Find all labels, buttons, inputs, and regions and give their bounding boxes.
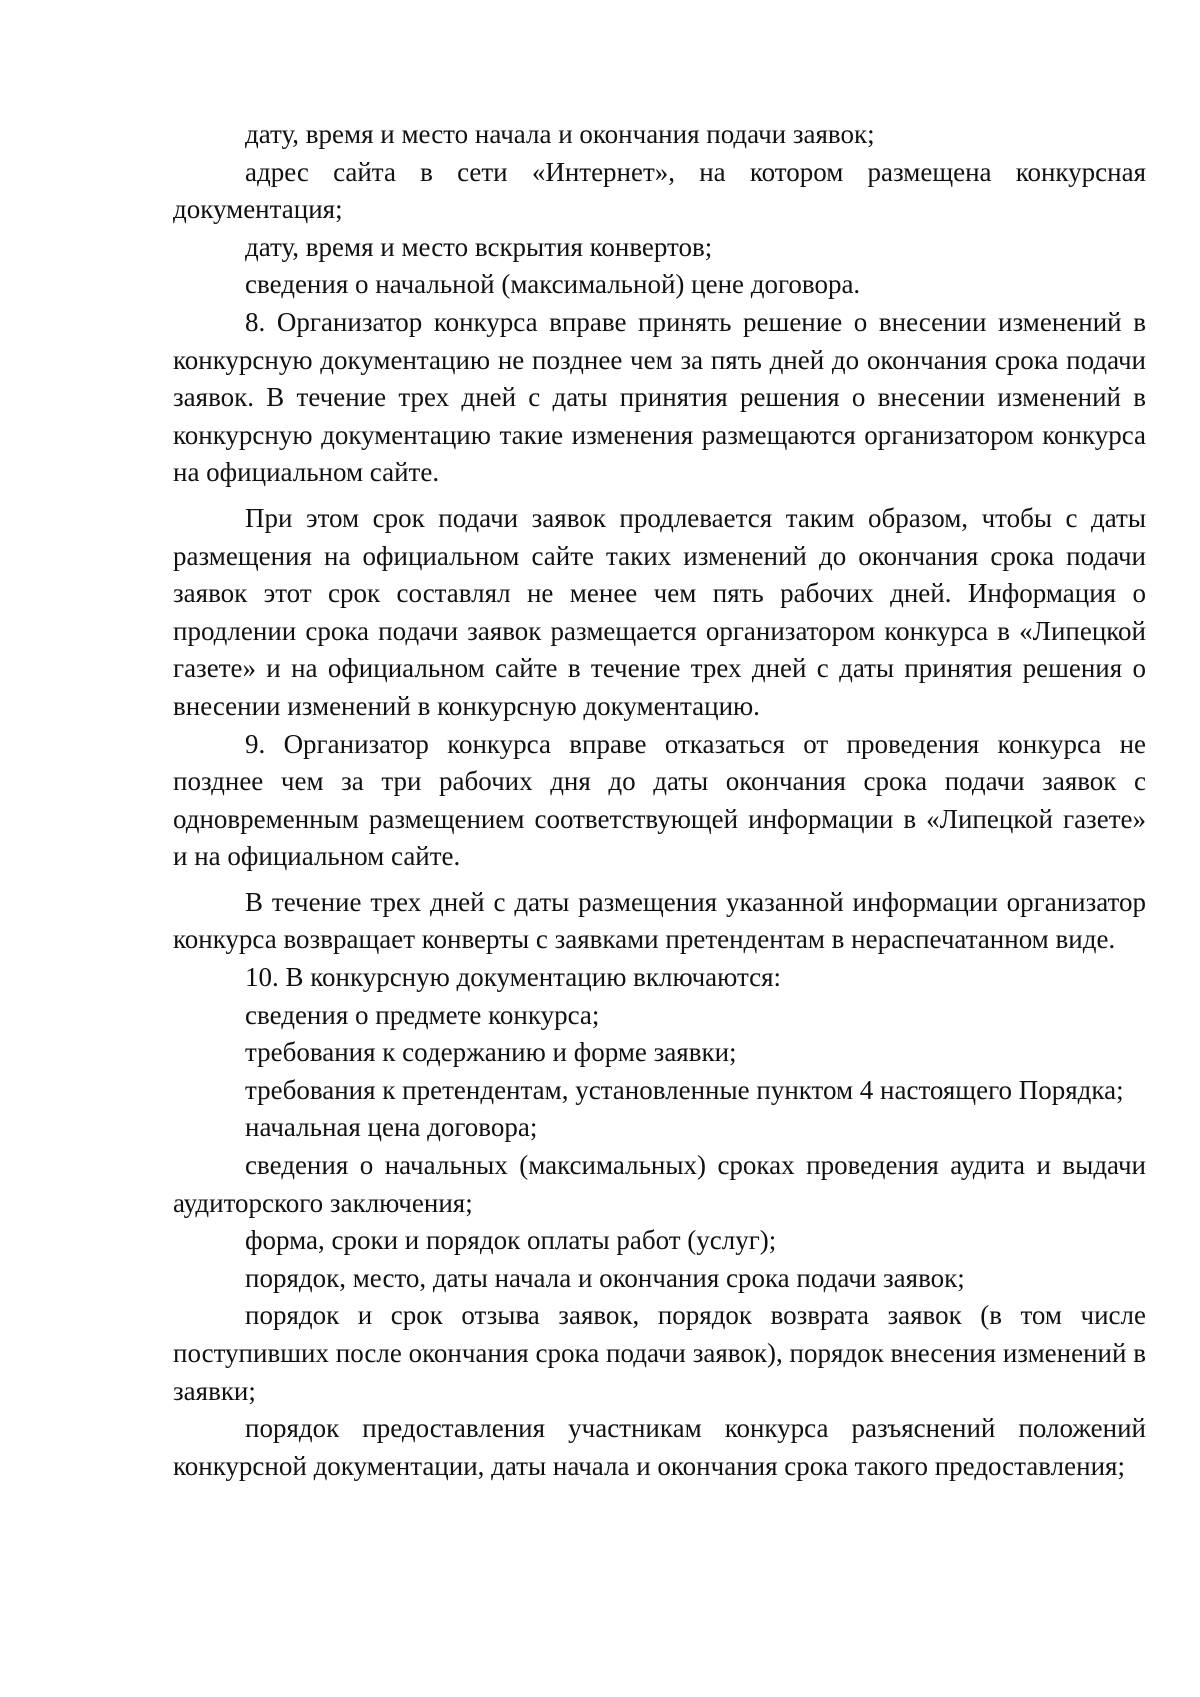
- paragraph-envelope-return: В течение трех дней с даты размещения указанной информации организатор конкурса возвращает конверты с заявками претендентам в нераспечатанном виде.: [173, 886, 1146, 955]
- list-item-audit-deadlines: сведения о начальных (максимальных) сроках проведения аудита и выдачи аудиторского заключения;: [173, 1150, 1146, 1218]
- list-item-withdrawal-procedure: порядок и срок отзыва заявок, порядок возврата заявок (в том числе поступивших после окончания срока подачи заявок), порядок внесения изменений в заявки;: [173, 1300, 1146, 1406]
- paragraph-item-8: 8. Организатор конкурса вправе принять решение о внесении изменений в конкурсную документацию не позднее чем за пять дней до окончания срока подачи заявок. В течение трех дней с даты принятия решения о внесении изменений в конкурсную документацию такие изменения размещаются организатором конкурса на официальном сайте.: [173, 306, 1146, 488]
- paragraph-envelope-opening: дату, время и место вскрытия конвертов;: [245, 231, 713, 262]
- list-item-clarification-procedure: порядок предоставления участникам конкурса разъяснений положений конкурсной документации, даты начала и окончания срока такого предоставления;: [173, 1413, 1146, 1481]
- list-item-initial-contract-price: начальная цена договора;: [245, 1112, 538, 1143]
- paragraph-initial-price: сведения о начальной (максимальной) цене договора.: [245, 269, 861, 300]
- list-item-payment-terms: форма, сроки и порядок оплаты работ (услуг);: [245, 1225, 777, 1256]
- paragraph-item-10: 10. В конкурсную документацию включаются:: [245, 962, 782, 993]
- list-item-subject: сведения о предмете конкурса;: [245, 999, 600, 1030]
- list-item-application-requirements: требования к содержанию и форме заявки;: [245, 1037, 737, 1068]
- document-page: [173, 116, 1146, 1485]
- paragraph-deadline-extension: При этом срок подачи заявок продлевается таким образом, чтобы с даты размещения на официальном сайте таких изменений до окончания срока подачи заявок этот срок составлял не менее чем пять рабочих дней. Информация о продлении срока подачи заявок размещается организатором конкурса в «Липецкой газете» и на официальном сайте в течение трех дней с даты принятия решения о внесении изменений в конкурсную документацию.: [173, 502, 1146, 721]
- paragraph-website-address: адрес сайта в сети «Интернет», на котором размещена конкурсная документация;: [173, 156, 1146, 225]
- list-item-submission-procedure: порядок, место, даты начала и окончания срока подачи заявок;: [245, 1262, 965, 1293]
- paragraph-item-9: 9. Организатор конкурса вправе отказаться от проведения конкурса не позднее чем за три рабочих дня до даты окончания срока подачи заявок с одновременным размещением соответствующей информации в «Липецкой газете» и на официальном сайте.: [173, 728, 1146, 872]
- list-item-applicant-requirements: требования к претендентам, установленные пунктом 4 настоящего Порядка;: [245, 1074, 1124, 1105]
- paragraph-application-dates: дату, время и место начала и окончания подачи заявок;: [245, 119, 875, 149]
